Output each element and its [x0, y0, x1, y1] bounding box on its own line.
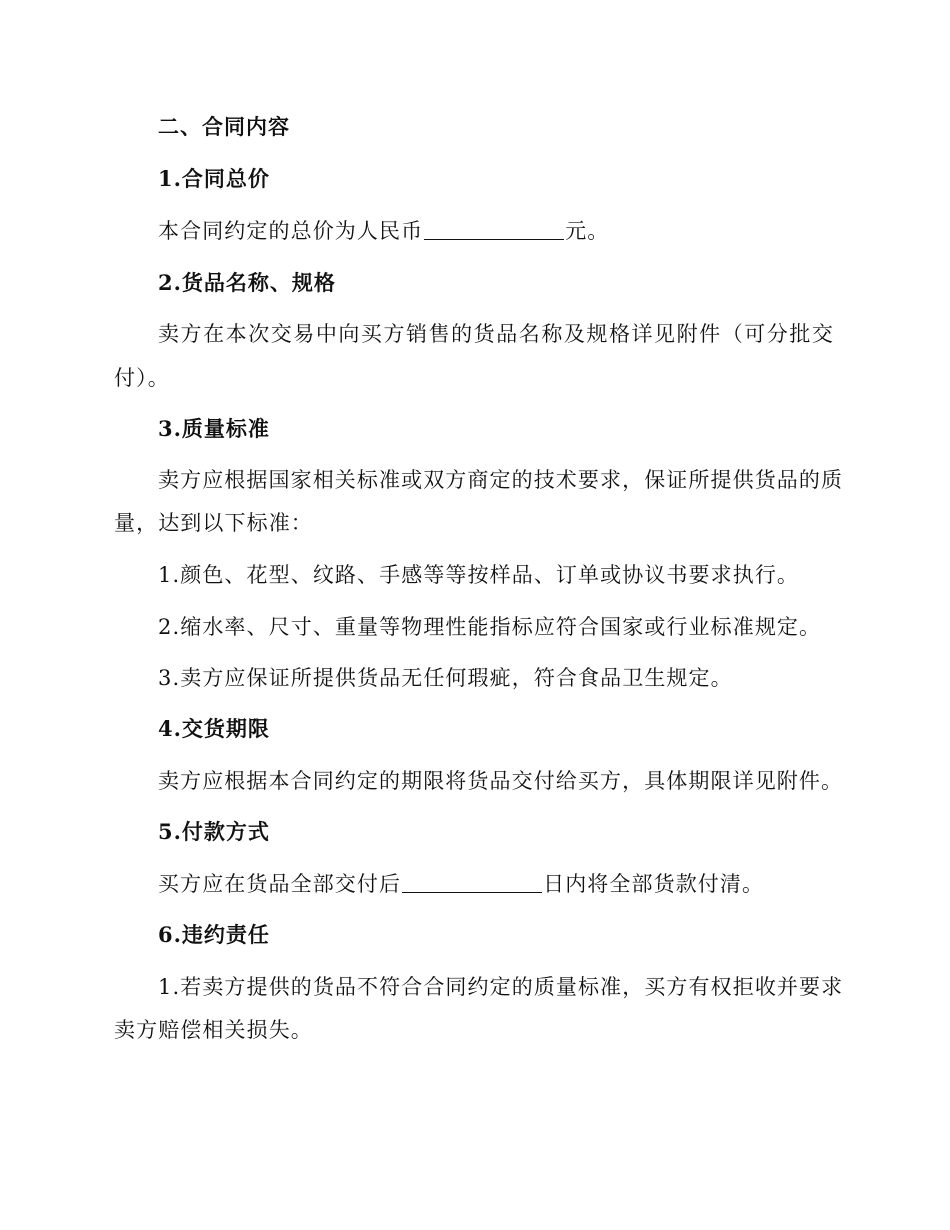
quality-point-1: 1.颜色、花型、纹路、手感等等按样品、订单或协议书要求执行。 — [158, 563, 800, 587]
total-price-blank — [424, 219, 564, 240]
quality-point-3: 3.卖方应保证所提供货品无任何瑕疵，符合食品卫生规定。 — [158, 666, 733, 690]
paragraph-breach-line2: 卖方赔偿相关损失。 — [114, 1018, 313, 1042]
heading-breach: 6.违约责任 — [158, 922, 270, 947]
quality-point-2: 2.缩水率、尺寸、重量等物理性能指标应符合国家或行业标准规定。 — [158, 615, 822, 639]
paragraph-total-price — [158, 216, 609, 246]
payment-text: 买方应在货品全部交付后 — [158, 872, 402, 896]
section-title: 二、合同内容 — [158, 114, 290, 139]
total-price-text: 本合同约定的总价为人民币 — [158, 219, 424, 243]
heading-delivery: 4.交货期限 — [158, 716, 270, 741]
paragraph-goods-line2: 付）。 — [114, 366, 170, 390]
total-price-unit: 元。 — [565, 219, 610, 243]
paragraph-payment — [158, 869, 764, 899]
paragraph-quality-line2: 量，达到以下标准： — [114, 511, 313, 535]
payment-days-blank — [402, 872, 542, 893]
heading-goods: 2.货品名称、规格 — [158, 270, 336, 295]
payment-text-after: 日内将全部货款付清。 — [543, 872, 765, 896]
heading-payment: 5.付款方式 — [158, 819, 270, 844]
heading-quality: 3.质量标准 — [158, 416, 270, 441]
paragraph-quality-line1: 卖方应根据国家相关标准或双方商定的技术要求，保证所提供货品的质 — [158, 468, 844, 492]
paragraph-breach-line1: 1.若卖方提供的货品不符合合同约定的质量标准，买方有权拒收并要求 — [158, 975, 844, 999]
heading-total-price: 1.合同总价 — [158, 166, 270, 191]
paragraph-goods-line1: 卖方在本次交易中向买方销售的货品名称及规格详见附件（可分批交 — [158, 322, 834, 346]
paragraph-delivery: 卖方应根据本合同约定的期限将货品交付给买方，具体期限详见附件。 — [158, 769, 844, 793]
